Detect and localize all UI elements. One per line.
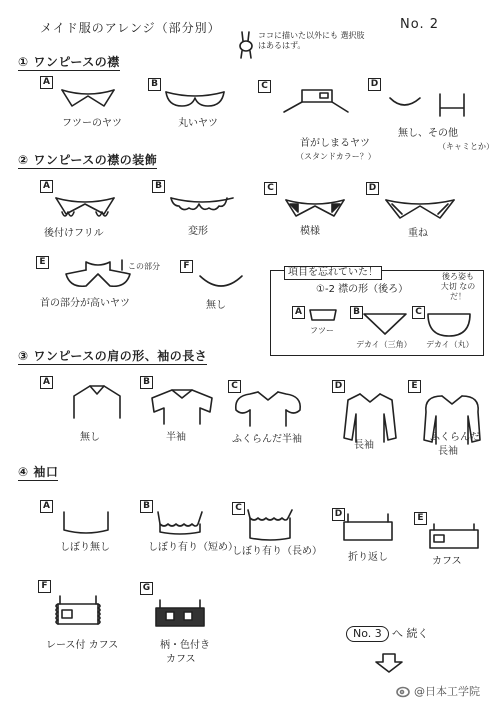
s2-c-collar-drawing — [280, 194, 350, 224]
s4-c-cuff-drawing — [242, 506, 298, 544]
s3-e-letter: E — [408, 380, 421, 393]
s4-e-letter: E — [414, 512, 427, 525]
s3-d-label: 長袖 — [354, 440, 374, 451]
s1-a-label: フツーのヤツ — [62, 118, 122, 129]
s3-e-label-2: 長袖 — [438, 446, 458, 457]
s3-c-shoulder-drawing — [232, 388, 304, 428]
s2-d-label: 重ね — [408, 228, 428, 239]
s4-d-letter: D — [332, 508, 345, 521]
s4-d-cuff-drawing — [340, 512, 396, 548]
header-note: ココに描いた以外にも 選択肢はあるはず。 — [258, 31, 365, 50]
s3-e-label: ふくらんだ — [430, 432, 480, 443]
s3-b-shoulder-drawing — [150, 386, 214, 426]
s1-d-sub: （キャミとか） — [438, 142, 494, 151]
s4-g-label-2: カフス — [166, 654, 196, 665]
s2-c-label: 模様 — [300, 226, 320, 237]
s4-f-letter: F — [38, 580, 51, 593]
s4-c-label: しぼり有り（長め） — [232, 546, 322, 557]
s2-b-label: 変形 — [188, 226, 208, 237]
inset-a-drawing — [308, 306, 338, 326]
s4-b-label: しぼり有り（短め） — [148, 542, 238, 553]
s2-f-collar-drawing — [196, 272, 246, 296]
s3-b-label: 半袖 — [166, 432, 186, 443]
section-1-title: ① ワンピースの襟 — [18, 55, 120, 69]
s4-g-letter: G — [140, 582, 153, 595]
weibo-icon — [396, 684, 412, 698]
s1-d-letter: D — [368, 78, 381, 91]
next-page-badge: No. 3 — [346, 626, 389, 642]
section-2-title: ② ワンピースの襟の装飾 — [18, 153, 158, 167]
inset-c-label: デカイ（丸） — [426, 340, 474, 349]
inset-c-drawing — [424, 310, 474, 338]
s3-d-shoulder-drawing — [342, 390, 398, 446]
s4-a-label: しぼり無し — [60, 542, 110, 553]
s2-b-collar-drawing — [165, 192, 240, 222]
s1-b-collar-drawing — [160, 86, 230, 116]
rabbit-icon — [236, 30, 256, 60]
s1-a-letter: A — [40, 76, 53, 89]
s4-e-cuff-drawing — [426, 522, 482, 552]
s2-f-letter: F — [180, 260, 193, 273]
s1-a-collar-drawing — [58, 84, 118, 114]
next-page-label: へ 続く — [392, 627, 429, 640]
inset-b-letter: B — [350, 306, 363, 319]
s1-d-collar-drawing — [384, 90, 484, 120]
s2-d-letter: D — [366, 182, 379, 195]
section-3-title: ③ ワンピースの肩の形、袖の長さ — [18, 349, 208, 363]
s2-b-letter: B — [152, 180, 165, 193]
s4-g-cuff-drawing — [152, 598, 208, 634]
s2-e-label: 首の部分が高いヤツ — [40, 298, 130, 309]
s3-c-label: ふくらんだ半袖 — [232, 434, 302, 445]
s1-b-letter: B — [148, 78, 161, 91]
s1-c-collar-drawing — [280, 86, 350, 126]
page-title: メイド服のアレンジ（部分別） — [40, 21, 221, 35]
s2-c-letter: C — [264, 182, 277, 195]
s1-d-label: 無し、その他 — [398, 128, 458, 139]
s4-f-label: レース付 カフス — [46, 640, 119, 651]
inset-a-letter: A — [292, 306, 305, 319]
s2-f-label: 無し — [206, 300, 226, 311]
inset-side-note: 後ろ姿も 大切 なのだ！ — [440, 272, 476, 301]
s2-e-collar-drawing — [58, 260, 138, 294]
inset-heading: 項目を忘れていた！ — [284, 266, 382, 280]
s4-b-cuff-drawing — [152, 508, 208, 538]
s3-a-label: 無し — [80, 432, 100, 443]
inset-b-drawing — [360, 310, 410, 338]
s1-c-label: 首がしまるヤツ — [300, 138, 370, 149]
s2-e-letter: E — [36, 256, 49, 269]
s3-a-shoulder-drawing — [70, 382, 124, 420]
s1-c-letter: C — [258, 80, 271, 93]
inset-a-label: フツー — [310, 326, 334, 335]
inset-label: ①-2 襟の形（後ろ） — [316, 284, 409, 295]
s4-d-label: 折り返し — [348, 552, 388, 563]
s2-a-letter: A — [40, 180, 53, 193]
s3-c-letter: C — [228, 380, 241, 393]
s2-a-collar-drawing — [50, 192, 120, 228]
s4-b-letter: B — [140, 500, 153, 513]
s4-g-label: 柄・色付き — [160, 640, 210, 651]
s1-c-sub: （スタンドカラー？） — [296, 152, 376, 161]
s1-b-label: 丸いヤツ — [178, 118, 218, 129]
s2-a-label: 後付けフリル — [44, 228, 104, 239]
page-number: No. 2 — [400, 17, 439, 32]
inset-b-label: デカイ（三角） — [356, 340, 412, 349]
s2-d-collar-drawing — [380, 196, 460, 226]
s3-b-letter: B — [140, 376, 153, 389]
s4-c-letter: C — [232, 502, 245, 515]
watermark: @日本工学院 — [414, 685, 480, 698]
s3-a-letter: A — [40, 376, 53, 389]
section-4-title: ④ 袖口 — [18, 465, 59, 479]
s4-a-letter: A — [40, 500, 53, 513]
s4-a-cuff-drawing — [58, 508, 114, 538]
s4-e-label: カフス — [432, 556, 462, 567]
s2-e-note: この部分 — [128, 262, 160, 271]
s3-d-letter: D — [332, 380, 345, 393]
inset-c-letter: C — [412, 306, 425, 319]
s4-f-cuff-drawing — [50, 594, 110, 634]
down-arrow-icon — [374, 652, 404, 674]
